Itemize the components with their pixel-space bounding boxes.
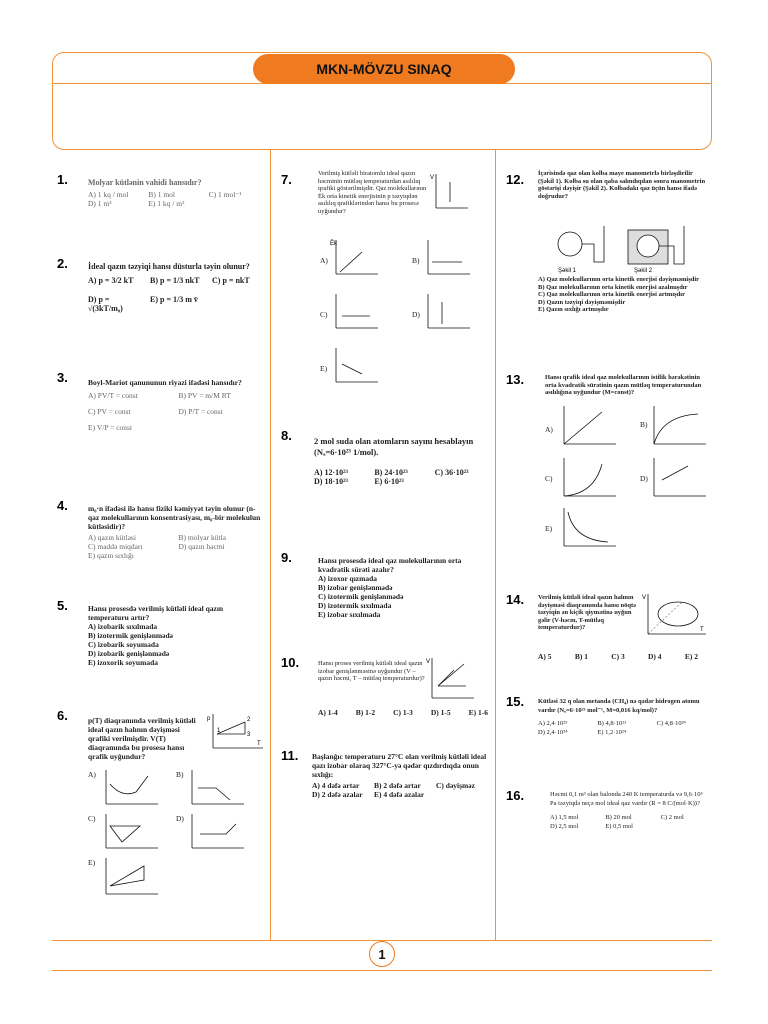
graph-label: T xyxy=(700,627,704,633)
option: A) Qaz molekullarının orta kinetik enerjisi dəyişməmişdir xyxy=(538,276,700,283)
option: C) izotermik genişlənmədə xyxy=(318,592,404,601)
option: B) Qaz molekullarının orta kinetik enerjisi azalmışdır xyxy=(538,283,688,291)
option: D) xyxy=(176,814,184,823)
question-number: 12. xyxy=(506,172,525,187)
option: C) izobarik soyumada xyxy=(88,640,159,649)
question-6 xyxy=(88,716,200,761)
option: B) molyar kütlə xyxy=(178,533,226,542)
v-t-graph-d xyxy=(648,456,708,500)
option: E) V/P = const xyxy=(88,423,133,432)
graph-label: V xyxy=(426,659,431,665)
option: E) 6·10²³ xyxy=(374,477,404,486)
option: E) 4 dəfə azalar xyxy=(374,790,425,799)
v-t-graph-b xyxy=(186,768,246,808)
question-9 xyxy=(318,556,488,619)
v-t-diagram xyxy=(426,656,476,702)
v-t-graph-e xyxy=(100,856,160,898)
option: C) 4,8·10²⁴ xyxy=(656,720,686,727)
option: A) PV/T = const xyxy=(88,391,138,400)
ek-p-graph-e xyxy=(330,346,380,386)
option: C) xyxy=(320,310,328,319)
graph-label: V xyxy=(430,175,435,181)
question-5 xyxy=(88,604,260,667)
question-stem: p(T) diaqramında verilmiş kütləli ideal qazın halının dəyişməsi qrafiki verilmişdir. V(T) diaqramında bu prosesə hansı qrafik uyğundur? xyxy=(88,716,196,761)
option: D) p = √(3kT/m₀) xyxy=(88,295,123,313)
option: B) xyxy=(176,770,184,779)
question-stem: Hansı qrafik ideal qaz molekullarının istilik hərəkətinin orta kvadratik sürətinin qazın mütləq temperaturundan asılılığına uyğundur (M=const)? xyxy=(545,374,702,397)
option: C) xyxy=(545,474,553,483)
option: B) p = 1/3 nkT xyxy=(150,276,200,285)
v-t-reference-graph xyxy=(430,172,470,212)
figure-label: Şəkil 2 xyxy=(634,268,653,274)
option: A) 1 kq / mol xyxy=(88,190,129,199)
option: A) xyxy=(320,256,328,265)
option: A) 1-4 xyxy=(318,708,338,717)
option: E) p = 1/3 m v̄ xyxy=(150,295,198,304)
option: B) PV = m/M RT xyxy=(178,391,231,400)
page-title: MKN-MÖVZU SINAQ xyxy=(253,54,515,84)
option: D) izotermik sıxılmada xyxy=(318,601,392,610)
option: D) xyxy=(640,474,648,483)
question-stem: Verilmiş kütləli ideal qazın halının dəyişməsi diaqramında hansı nöqtə təzyiqin ən kiçik qiymətinə uyğun gəlir (V-həcm, T-mütləq temperaturdur)? xyxy=(538,594,637,632)
ek-p-graph-d xyxy=(422,292,472,332)
question-8 xyxy=(314,436,489,486)
option: D) 2 dəfə azalar xyxy=(312,790,363,799)
question-11 xyxy=(312,752,492,799)
question-stem: Hansı prosesdə verilmiş kütləli ideal qazın temperaturu artır? xyxy=(88,604,224,622)
question-2 xyxy=(88,262,268,313)
option: B) xyxy=(640,420,648,429)
graph-label: T xyxy=(257,741,261,747)
question-number: 5. xyxy=(57,598,68,613)
option: D) 2,5 mol xyxy=(550,823,579,830)
question-stem: Kütləsi 32 q olan metanda (CH₄) nə qədər hidrogen atomu vardır (Nₐ=6·10²³ mol⁻¹, M=0,016 kq/mol)? xyxy=(538,698,700,714)
option: C) dəyişməz xyxy=(436,781,475,790)
page-number: 1 xyxy=(369,941,395,967)
v-t-graph-c xyxy=(558,456,618,500)
ek-p-graph-a xyxy=(330,238,380,278)
option: D) P/T = const xyxy=(178,407,223,416)
option: B) 1 mol xyxy=(148,190,175,199)
option: E) xyxy=(88,858,96,867)
question-number: 1. xyxy=(57,172,68,187)
question-number: 6. xyxy=(57,708,68,723)
option: E) 1,2·10²⁴ xyxy=(597,729,627,736)
option: E) qazın sıxlığı xyxy=(88,551,134,560)
option: E) xyxy=(545,524,553,533)
question-number: 16. xyxy=(506,788,525,803)
option: C) 3 xyxy=(611,652,625,661)
option: B) izotermik genişlənmədə xyxy=(88,631,173,640)
option: A) 4 dəfə artar xyxy=(312,781,360,790)
option: A) izobarik sıxılmada xyxy=(88,622,158,631)
option: E) izobar sıxılmada xyxy=(318,610,381,619)
question-stem: Boyl-Mariot qanununun riyazi ifadəsi hansıdır? xyxy=(88,378,242,387)
option: B) izobar genişlənmədə xyxy=(318,583,393,592)
option: D) 18·10²³ xyxy=(314,477,348,486)
footer-divider-bottom xyxy=(52,970,712,971)
question-stem: m₀·n ifadəsi ilə hansı fiziki kəmiyyət təyin olunur (n-qaz molekullarının konsentrasiyası, m₀-bir molekulun kütləsidir)? xyxy=(88,504,261,531)
option: C) 2 mol xyxy=(660,814,684,821)
option: A) qazın kütləsi xyxy=(88,533,136,542)
option: E) 1-6 xyxy=(468,708,488,717)
manometer-figure xyxy=(550,212,700,274)
question-number: 10. xyxy=(281,655,300,670)
question-stem: İçərisində qaz olan kolba maye manometrlə birləşdirilir (Şəkil 1). Kolba su olan qaba salındıqdan sonra manometrin göstərişi dəyişir (Şəkil 2). Kolbadakı qaz üçün hansı ifadə doğrudur? xyxy=(538,170,706,200)
question-number: 9. xyxy=(281,550,292,565)
option: A) 5 xyxy=(538,652,552,661)
option: E) Qazın sıxlığı artmışdır xyxy=(538,306,609,314)
question-stem: Hansı proses verilmiş kütləli ideal qazın izobar genişlənməsinə uyğundur (V – qazın həcmi, T – mütləq temperaturdur)? xyxy=(318,660,425,682)
option: E) 1 kq / m³ xyxy=(148,199,185,208)
question-number: 2. xyxy=(57,256,68,271)
question-number: 13. xyxy=(506,372,525,387)
v-t-graph-e xyxy=(558,506,618,550)
option: D) 1-5 xyxy=(430,708,451,717)
question-12-options xyxy=(538,276,703,314)
question-7 xyxy=(318,170,428,216)
column-divider-left xyxy=(270,150,271,940)
option: C) p = nkT xyxy=(212,276,250,285)
option: A) p = 3/2 kT xyxy=(88,276,134,285)
question-number: 8. xyxy=(281,428,292,443)
option: B) 1 xyxy=(574,652,588,661)
question-16 xyxy=(550,790,710,831)
option: C) Qaz molekullarının orta kinetik enerjisi artmışdır xyxy=(538,291,685,299)
option: D) Qazın təzyiqi dəyişməmişdir xyxy=(538,298,626,306)
option: D) 2,4·10²⁴ xyxy=(538,729,568,736)
option: C) 1 mol⁻¹ xyxy=(208,190,242,199)
question-number: 4. xyxy=(57,498,68,513)
question-3 xyxy=(88,378,263,432)
question-13 xyxy=(545,374,710,397)
option: A) 2,4·10²⁵ xyxy=(538,720,568,727)
question-stem: Molyar kütlənin vahidi hansıdır? xyxy=(88,178,202,187)
option: E) xyxy=(320,364,328,373)
question-number: 3. xyxy=(57,370,68,385)
v-t-graph-b xyxy=(648,404,708,448)
v-t-graph-a xyxy=(558,404,618,448)
question-10-options xyxy=(318,708,488,717)
graph-label: V xyxy=(642,595,647,601)
option: C) 36·10²³ xyxy=(434,468,469,477)
graph-label: p xyxy=(207,716,211,722)
option: E) izoxorik soyumada xyxy=(88,658,159,667)
question-number: 7. xyxy=(281,172,292,187)
option: E) 0,5 mol xyxy=(605,823,633,830)
question-stem: Başlanğıc temperaturu 27°C olan verilmiş kütləli ideal qazı izobar olaraq 327°C-yə qədər qızdırdıqda onun sıxlığı: xyxy=(312,752,487,779)
option: B) 4,8·10²³ xyxy=(597,720,627,727)
p-t-diagram xyxy=(205,712,265,752)
question-4 xyxy=(88,504,263,560)
question-1 xyxy=(88,178,263,208)
option: D) qazın həcmi xyxy=(178,542,225,551)
ek-p-graph-b xyxy=(422,238,472,278)
option: A) 12·10²³ xyxy=(314,468,348,477)
v-t-graph-a xyxy=(100,768,160,808)
graph-label: 1 xyxy=(217,728,221,734)
question-10 xyxy=(318,660,426,683)
question-stem: Hansı prosesdə ideal qaz molekullarının orta kvadratik sürəti azalır? xyxy=(318,556,462,574)
option: A) izoxor qızmada xyxy=(318,574,378,583)
option: B) 2 dəfə artar xyxy=(374,781,421,790)
v-t-graph-c xyxy=(100,812,160,852)
graph-label: 2 xyxy=(247,717,251,723)
question-14-options xyxy=(538,652,698,661)
option: C) xyxy=(88,814,96,823)
option: B) 24·10²³ xyxy=(374,468,408,477)
option: A) xyxy=(545,425,553,434)
figure-label: Şəkil 1 xyxy=(558,268,577,274)
option: D) 4 xyxy=(648,652,662,661)
option: B) 1-2 xyxy=(355,708,376,717)
option: D) izobarik genişlənmədə xyxy=(88,649,170,658)
question-15 xyxy=(538,698,710,737)
question-14 xyxy=(538,594,638,632)
option: B) 20 mol xyxy=(605,814,632,821)
option: A) xyxy=(88,770,96,779)
column-divider-right xyxy=(495,150,496,940)
option: C) maddə miqdarı xyxy=(88,542,143,551)
option: C) 1-3 xyxy=(393,708,413,717)
option: D) xyxy=(412,310,420,319)
question-12 xyxy=(538,170,708,200)
question-number: 11. xyxy=(281,748,299,763)
ek-p-graph-c xyxy=(330,292,380,332)
option: A) 1,5 mol xyxy=(550,814,579,821)
option: D) 1 m³ xyxy=(88,199,112,208)
option: E) 2 xyxy=(684,652,698,661)
option: C) PV = const xyxy=(88,407,131,416)
graph-label: 3 xyxy=(247,732,251,738)
v-t-graph-d xyxy=(186,812,246,852)
question-stem: Həcmi 0,1 m³ olan balonda 240 K temperaturda və 9,6·10⁵ Pa təzyiqdə neçə mol ideal qaz vardır (R = 8 C/(mol·K))? xyxy=(550,791,703,807)
question-stem: İdeal qazın təzyiqi hansı düsturla təyin olunur? xyxy=(88,262,250,271)
question-number: 14. xyxy=(506,592,525,607)
question-stem: Verilmiş kütləli biratomlu ideal qazın həcminin mütləq temperaturdan asılılıq qrafiki göstərilmişdir. Qaz molekullarının Ēk orta kinetik enerjisinin p təzyiqdən asılılıq qrafiklərindən hansı bu prosesə uyğundur? xyxy=(318,170,427,215)
option: B) xyxy=(412,256,420,265)
v-t-cycle-diagram xyxy=(642,592,708,638)
question-number: 15. xyxy=(506,694,525,709)
graph-label: Ēk xyxy=(330,241,338,247)
question-stem: 2 mol suda olan atomların sayını hesablayın (Nₐ=6·10²³ 1/mol). xyxy=(314,436,474,457)
